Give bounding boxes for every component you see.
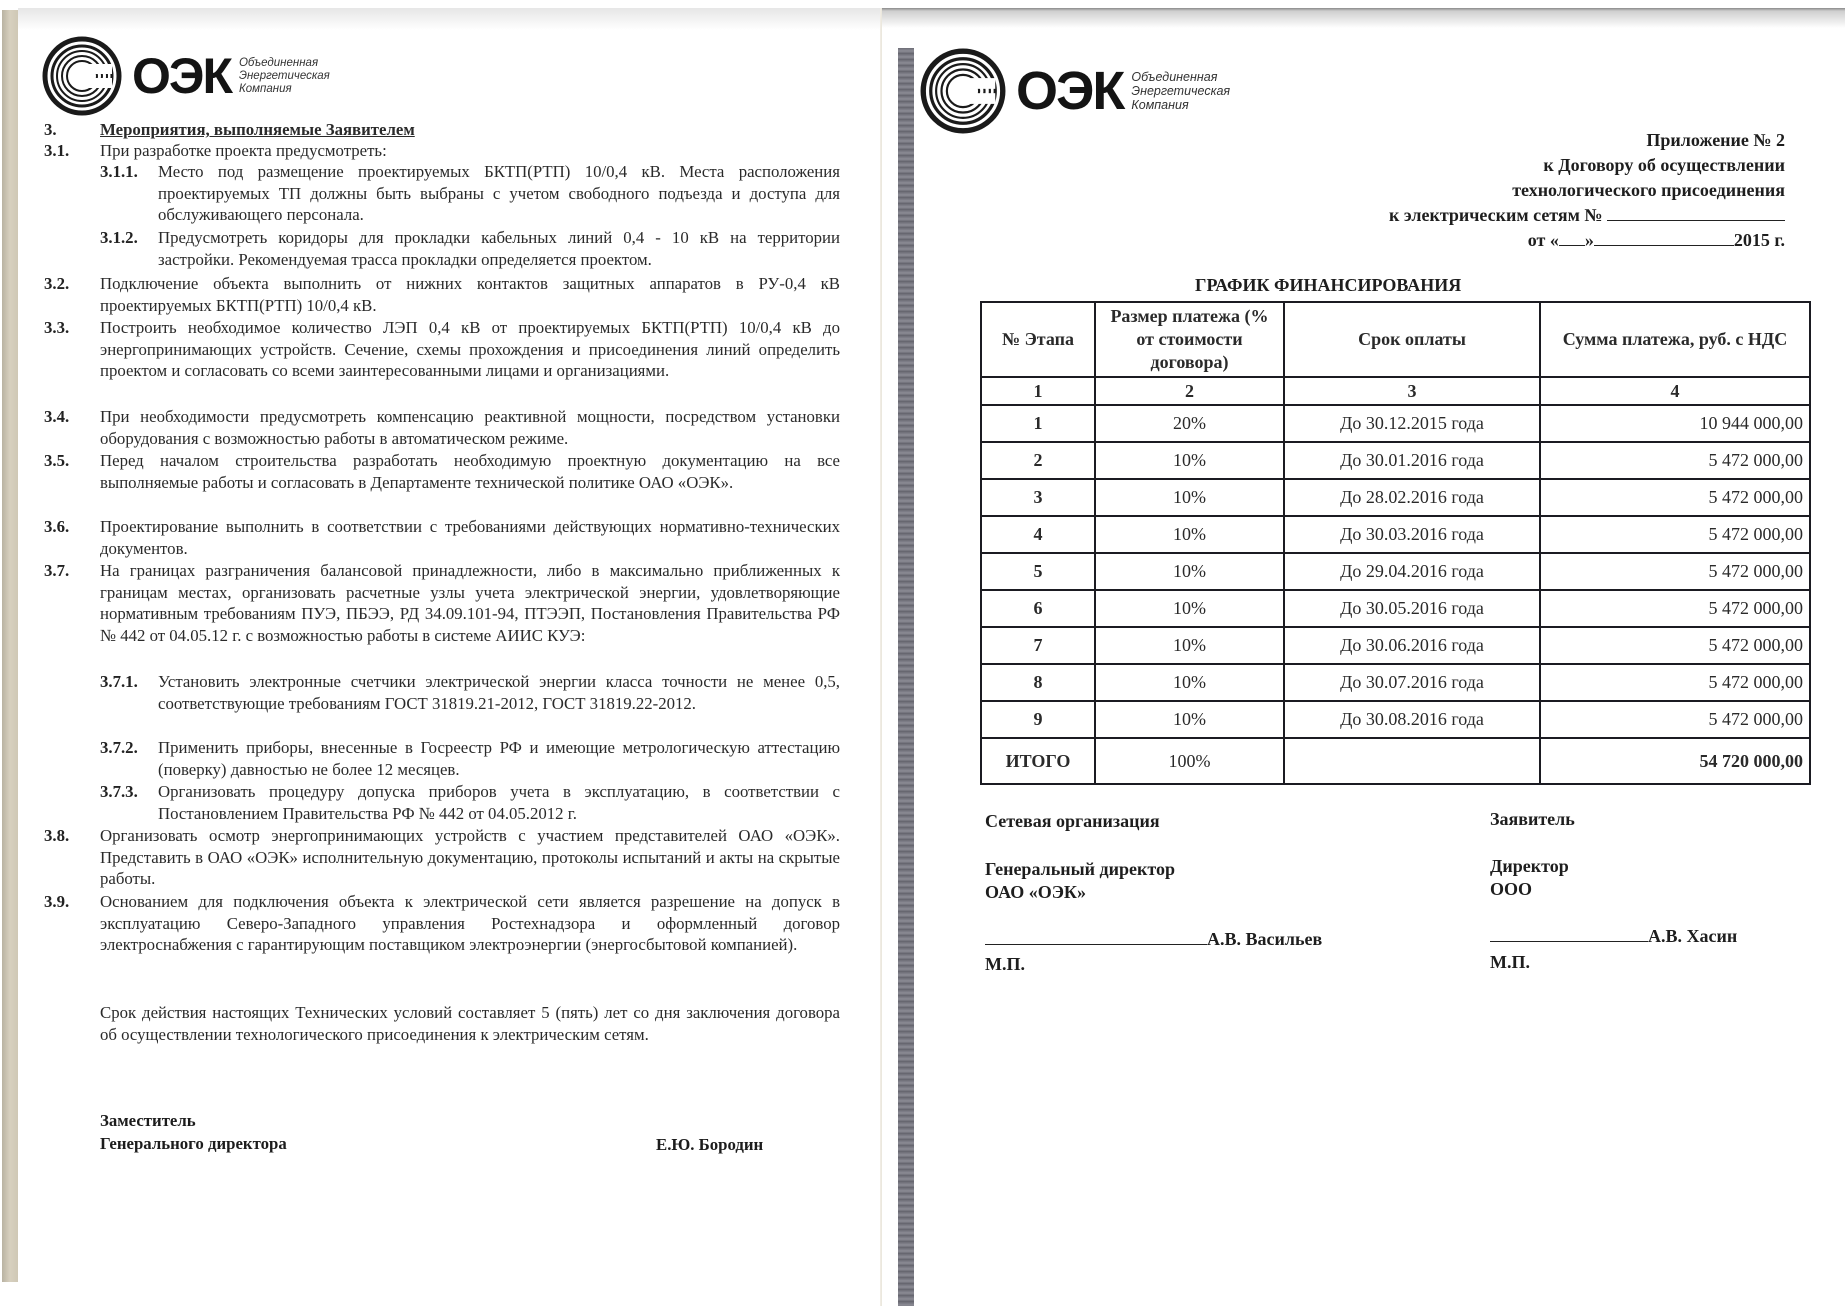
cell-due: До 30.06.2016 года bbox=[1284, 627, 1540, 664]
appendix-line: к Договору об осуществлении bbox=[1543, 155, 1785, 175]
column-number: 2 bbox=[1095, 377, 1284, 405]
cell-percent: 10% bbox=[1095, 479, 1284, 516]
applicant-signer-name: А.В. Хасин bbox=[1648, 926, 1738, 946]
total-amount: 54 720 000,00 bbox=[1540, 738, 1810, 784]
item-text: Перед началом строительства разработать необходимую проектную документацию на все выполняемые работы и согласовать в Департаменте технической политике ОАО «ОЭК». bbox=[100, 451, 840, 492]
cell-due: До 30.05.2016 года bbox=[1284, 590, 1540, 627]
item-text: Подключение объекта выполнить от нижних контактов защитных аппаратов в РУ-0,4 кВ проектируемых БКТП(РТП) 10/0,4 кВ. bbox=[100, 274, 840, 315]
item-number: 3.3. bbox=[44, 318, 70, 337]
appendix-contract-number bbox=[1389, 203, 1785, 228]
item-text: Организовать осмотр энергопринимающих устройств с участием представителей ОАО «ОЭК». Представить в ОАО «ОЭК» исполнительную документацию, протоколы испытаний и акты на скрытые работы. bbox=[100, 826, 840, 889]
financing-schedule-table bbox=[980, 301, 1811, 785]
total-label: ИТОГО bbox=[981, 738, 1095, 784]
header-stage: № Этапа bbox=[981, 302, 1095, 377]
appendix-title: Приложение № 2 bbox=[1646, 130, 1785, 150]
item-text: Установить электронные счетчики электрической энергии класса точности не менее 0,5, соответствующие требованиям ГОСТ 31819.21-2012, ГОСТ 31819.22-2012. bbox=[158, 672, 840, 713]
item-text: Построить необходимое количество ЛЭП 0,4 кВ от проектируемых БКТП(РТП) 10/0,4 кВ до энергопринимающих устройств. Сечение, схемы прохождения и присоединения линий определить проектом и согласовать со всеми заинтересованными лицами и организациями. bbox=[100, 318, 840, 381]
cell-percent: 10% bbox=[1095, 590, 1284, 627]
applicant-heading: Заявитель bbox=[1490, 809, 1575, 829]
cell-percent: 10% bbox=[1095, 627, 1284, 664]
cell-due: До 28.02.2016 года bbox=[1284, 479, 1540, 516]
total-due bbox=[1284, 738, 1540, 784]
cell-due: До 29.04.2016 года bbox=[1284, 553, 1540, 590]
cell-amount: 5 472 000,00 bbox=[1540, 442, 1810, 479]
item-number: 3.4. bbox=[44, 407, 70, 426]
logo-subtitle-line: Компания bbox=[1131, 98, 1189, 112]
header-due: Срок оплаты bbox=[1284, 302, 1540, 377]
logo-subtitle-line: Энергетическая bbox=[1131, 84, 1231, 98]
table-row bbox=[981, 664, 1810, 701]
page-shadow bbox=[882, 8, 1845, 28]
column-number: 4 bbox=[1540, 377, 1810, 405]
total-percent: 100% bbox=[1095, 738, 1284, 784]
logo-rings-icon bbox=[42, 36, 122, 116]
cell-amount: 5 472 000,00 bbox=[1540, 701, 1810, 738]
cell-stage: 9 bbox=[981, 701, 1095, 738]
cell-percent: 10% bbox=[1095, 516, 1284, 553]
cell-amount: 5 472 000,00 bbox=[1540, 664, 1810, 701]
binding-strip bbox=[898, 48, 914, 1306]
date-quote: » bbox=[1584, 230, 1594, 250]
validity-paragraph: Срок действия настоящих Технических условий составляет 5 (пять) лет со дня заключения договора об осуществлении технологического присоединения к электрическим сетям. bbox=[100, 1003, 840, 1044]
item-number: 3.5. bbox=[44, 451, 70, 470]
cell-stage: 2 bbox=[981, 442, 1095, 479]
logo-wordmark: ОЭК bbox=[1016, 61, 1124, 121]
logo-subtitle bbox=[239, 57, 330, 96]
item-text: На границах разграничения балансовой принадлежности, либо в максимально приближенных к границам местах, организовать расчетные узлы учета электрической энергии, удовлетворяющие нормативным требованиям ПУЭ, ПБЭЭ, РД 34.09.101-94, ПТЭЭП, Постановления Правительства РФ № 442 от 04.05.12 г. с возможностью работы в системе АИИС КУЭ: bbox=[100, 561, 840, 646]
cell-stage: 6 bbox=[981, 590, 1095, 627]
logo-subtitle-line: Объединенная bbox=[238, 56, 319, 69]
item-number: 3.2. bbox=[44, 274, 70, 293]
item-text: Проектирование выполнить в соответствии с требованиями действующих нормативно-технических документов. bbox=[100, 517, 840, 558]
contract-number-blank[interactable] bbox=[1607, 204, 1785, 221]
network-position: Генеральный директор bbox=[985, 859, 1175, 879]
table-row bbox=[981, 479, 1810, 516]
cell-amount: 5 472 000,00 bbox=[1540, 627, 1810, 664]
page-edge bbox=[2, 10, 18, 1282]
company-logo bbox=[42, 36, 330, 116]
date-prefix: от « bbox=[1527, 230, 1559, 250]
cell-amount: 5 472 000,00 bbox=[1540, 553, 1810, 590]
item-text: Применить приборы, внесенные в Госреестр РФ и имеющие метрологическую аттестацию (поверку) давностью не более 12 месяцев. bbox=[158, 738, 840, 779]
cell-stage: 7 bbox=[981, 627, 1095, 664]
signatory-title-line1: Заместитель bbox=[100, 1111, 196, 1130]
day-blank[interactable] bbox=[1559, 229, 1585, 246]
cell-due: До 30.08.2016 года bbox=[1284, 701, 1540, 738]
item-number: 3.7. bbox=[44, 561, 70, 580]
item-text: Предусмотреть коридоры для прокладки кабельных линий 0,4 - 10 кВ на территории застройки. Рекомендуемая трасса прокладки определяется проектом. bbox=[158, 228, 840, 269]
cell-due: До 30.07.2016 года bbox=[1284, 664, 1540, 701]
item-number: 3.7.2. bbox=[100, 738, 138, 757]
table-row bbox=[981, 442, 1810, 479]
cell-percent: 10% bbox=[1095, 664, 1284, 701]
cell-due: До 30.01.2016 года bbox=[1284, 442, 1540, 479]
item-number: 3.8. bbox=[44, 826, 70, 845]
cell-amount: 5 472 000,00 bbox=[1540, 516, 1810, 553]
table-row bbox=[981, 627, 1810, 664]
logo-subtitle-line: Энергетическая bbox=[238, 69, 330, 82]
cell-stage: 3 bbox=[981, 479, 1095, 516]
column-number: 1 bbox=[981, 377, 1095, 405]
logo-rings-icon bbox=[920, 48, 1006, 134]
applicant-position: Директор bbox=[1490, 856, 1569, 876]
item-number: 3.9. bbox=[44, 892, 70, 911]
total-row bbox=[981, 738, 1810, 784]
header-amount: Сумма платежа, руб. с НДС bbox=[1540, 302, 1810, 377]
cell-due: До 30.12.2015 года bbox=[1284, 405, 1540, 442]
appendix-date bbox=[1389, 228, 1785, 253]
cell-due: До 30.03.2016 года bbox=[1284, 516, 1540, 553]
logo-subtitle-line: Объединенная bbox=[1131, 70, 1218, 84]
item-text: Основанием для подключения объекта к электрической сети является разрешение на допуск в эксплуатацию Северо-Западного управления Ростехнадзора и оформленный договор электроснабжения с гарантирующим поставщиком электроэнергии (энергосбытовой компанией). bbox=[100, 892, 840, 955]
appendix-header bbox=[1389, 128, 1785, 253]
cell-percent: 20% bbox=[1095, 405, 1284, 442]
item-text: При разработке проекта предусмотреть: bbox=[100, 141, 387, 160]
cell-percent: 10% bbox=[1095, 442, 1284, 479]
cell-amount: 5 472 000,00 bbox=[1540, 590, 1810, 627]
left-page bbox=[0, 0, 880, 1313]
item-text: Место под размещение проектируемых БКТП(РТП) 10/0,4 кВ. Места расположения проектируемых ТП должны быть выбраны с учетом свободного подъезда и доступа для обслуживающего персонала. bbox=[158, 162, 840, 225]
item-number: 3.1.2. bbox=[100, 228, 138, 247]
cell-stage: 8 bbox=[981, 664, 1095, 701]
network-org: ОАО «ОЭК» bbox=[985, 882, 1086, 902]
month-blank[interactable] bbox=[1594, 229, 1734, 246]
cell-amount: 10 944 000,00 bbox=[1540, 405, 1810, 442]
cell-percent: 10% bbox=[1095, 553, 1284, 590]
network-signature-line bbox=[985, 924, 1322, 951]
section-title: Мероприятия, выполняемые Заявителем bbox=[100, 120, 415, 139]
table-row bbox=[981, 405, 1810, 442]
item-text: Организовать процедуру допуска приборов учета в эксплуатацию, в соответствии с Постановлением Правительства РФ № 442 от 04.05.2012 г. bbox=[158, 782, 840, 823]
company-logo bbox=[920, 48, 1230, 134]
signatory-name: Е.Ю. Бородин bbox=[656, 1135, 764, 1154]
applicant-seal: М.П. bbox=[1490, 952, 1530, 972]
header-percent: Размер платежа (% от стоимости договора) bbox=[1095, 302, 1284, 377]
item-number: 3.1. bbox=[44, 141, 70, 160]
cell-stage: 4 bbox=[981, 516, 1095, 553]
table-row bbox=[981, 516, 1810, 553]
cell-stage: 5 bbox=[981, 553, 1095, 590]
item-text: При необходимости предусмотреть компенсацию реактивной мощности, посредством установки оборудования с возможностью работы в автоматическом режиме. bbox=[100, 407, 840, 448]
table-header-row bbox=[981, 302, 1810, 377]
column-number: 3 bbox=[1284, 377, 1540, 405]
network-org-heading: Сетевая организация bbox=[985, 811, 1160, 831]
logo-subtitle-line: Компания bbox=[238, 82, 292, 95]
applicant-org: ООО bbox=[1490, 879, 1533, 899]
item-number: 3.7.1. bbox=[100, 672, 138, 691]
logo-wordmark: ОЭК bbox=[132, 48, 231, 104]
applicant-signature-line bbox=[1490, 921, 1737, 948]
date-year: 2015 г. bbox=[1733, 230, 1785, 250]
table-title: ГРАФИК ФИНАНСИРОВАНИЯ bbox=[1195, 275, 1462, 295]
item-number: 3.7.3. bbox=[100, 782, 138, 801]
table-row bbox=[981, 701, 1810, 738]
signatory-title-line2: Генерального директора bbox=[100, 1134, 287, 1153]
appendix-line: к электрическим сетям № bbox=[1389, 205, 1603, 225]
signature-blank[interactable] bbox=[1490, 921, 1648, 942]
cell-amount: 5 472 000,00 bbox=[1540, 479, 1810, 516]
item-number: 3.6. bbox=[44, 517, 70, 536]
table-row bbox=[981, 553, 1810, 590]
network-seal: М.П. bbox=[985, 954, 1025, 974]
column-number-row bbox=[981, 377, 1810, 405]
cell-stage: 1 bbox=[981, 405, 1095, 442]
table-row bbox=[981, 590, 1810, 627]
section-number: 3. bbox=[44, 120, 57, 139]
item-number: 3.1.1. bbox=[100, 162, 138, 181]
network-signer-name: А.В. Васильев bbox=[1207, 929, 1323, 949]
logo-subtitle bbox=[1131, 70, 1230, 112]
appendix-line: технологического присоединения bbox=[1512, 180, 1785, 200]
cell-percent: 10% bbox=[1095, 701, 1284, 738]
page-shadow bbox=[18, 8, 880, 30]
signature-blank[interactable] bbox=[985, 924, 1207, 945]
